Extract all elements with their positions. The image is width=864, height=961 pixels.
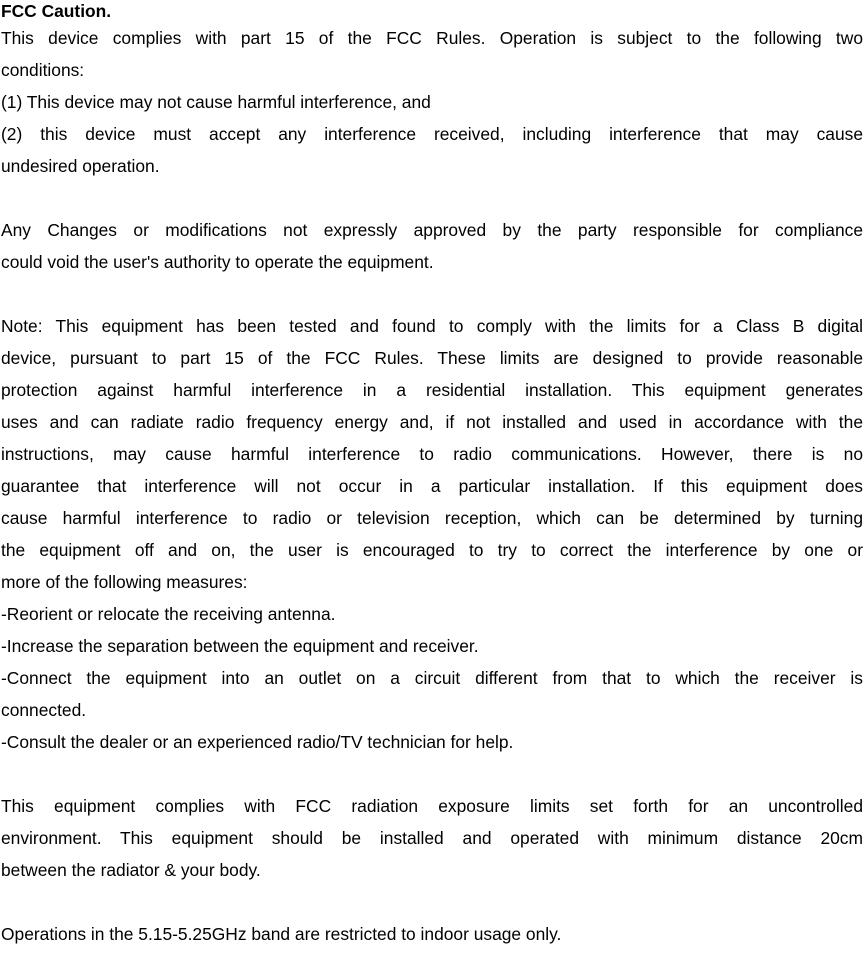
text-line: connected. (1, 700, 87, 720)
text-line: (1) This device may not cause harmful interference, and (1, 92, 431, 112)
text-line: undesired operation. (1, 156, 160, 176)
text-line: protection against harmful interference in a residential installation. This equipment generates (1, 380, 863, 400)
paragraph-spacer (1, 886, 864, 918)
list-item: -Consult the dealer or an experienced radio/TV technician for help. (1, 732, 514, 752)
text-line: could void the user's authority to operate the equipment. (1, 252, 434, 272)
text-line: the equipment off and on, the user is encouraged to try to correct the interference by one or (1, 540, 863, 560)
text-line: guarantee that interference will not occur in a particular installation. If this equipment does (1, 476, 863, 496)
list-item: -Reorient or relocate the receiving antenna. (1, 604, 336, 624)
paragraph-operating-conditions (1, 22, 864, 182)
list-item: -Connect the equipment into an outlet on a circuit different from that to which the receiver is (1, 668, 863, 688)
text-line: environment. This equipment should be installed and operated with minimum distance 20cm (1, 828, 863, 848)
text-line: cause harmful interference to radio or television reception, which can be determined by turning (1, 508, 863, 528)
text-line: (2) this device must accept any interference received, including interference that may cause (1, 124, 863, 144)
text-line: This device complies with part 15 of the FCC Rules. Operation is subject to the following two (1, 28, 863, 48)
text-line: more of the following measures: (1, 572, 248, 592)
paragraph-radiation-exposure (1, 790, 864, 886)
paragraph-spacer (1, 758, 864, 790)
text-line: device, pursuant to part 15 of the FCC Rules. These limits are designed to provide reasonable (1, 348, 863, 368)
text-line: conditions: (1, 60, 85, 80)
paragraph-spacer (1, 278, 864, 310)
text-line: uses and can radiate radio frequency energy and, if not installed and used in accordance with the (1, 412, 863, 432)
text-line: This equipment complies with FCC radiation exposure limits set forth for an uncontrolled (1, 796, 863, 816)
text-line: Operations in the 5.15-5.25GHz band are restricted to indoor usage only. (1, 924, 562, 944)
paragraph-indoor-usage (1, 918, 864, 950)
document-title: FCC Caution. (1, 1, 112, 21)
text-line: Any Changes or modifications not expressly approved by the party responsible for compliance (1, 220, 863, 240)
paragraph-class-b-note (1, 310, 864, 758)
paragraph-spacer (1, 182, 864, 214)
text-line: Note: This equipment has been tested and found to comply with the limits for a Class B digital (1, 316, 863, 336)
paragraph-modifications (1, 214, 864, 278)
text-line: instructions, may cause harmful interference to radio communications. However, there is no (1, 444, 863, 464)
list-item: -Increase the separation between the equipment and receiver. (1, 636, 479, 656)
text-line: between the radiator & your body. (1, 860, 261, 880)
